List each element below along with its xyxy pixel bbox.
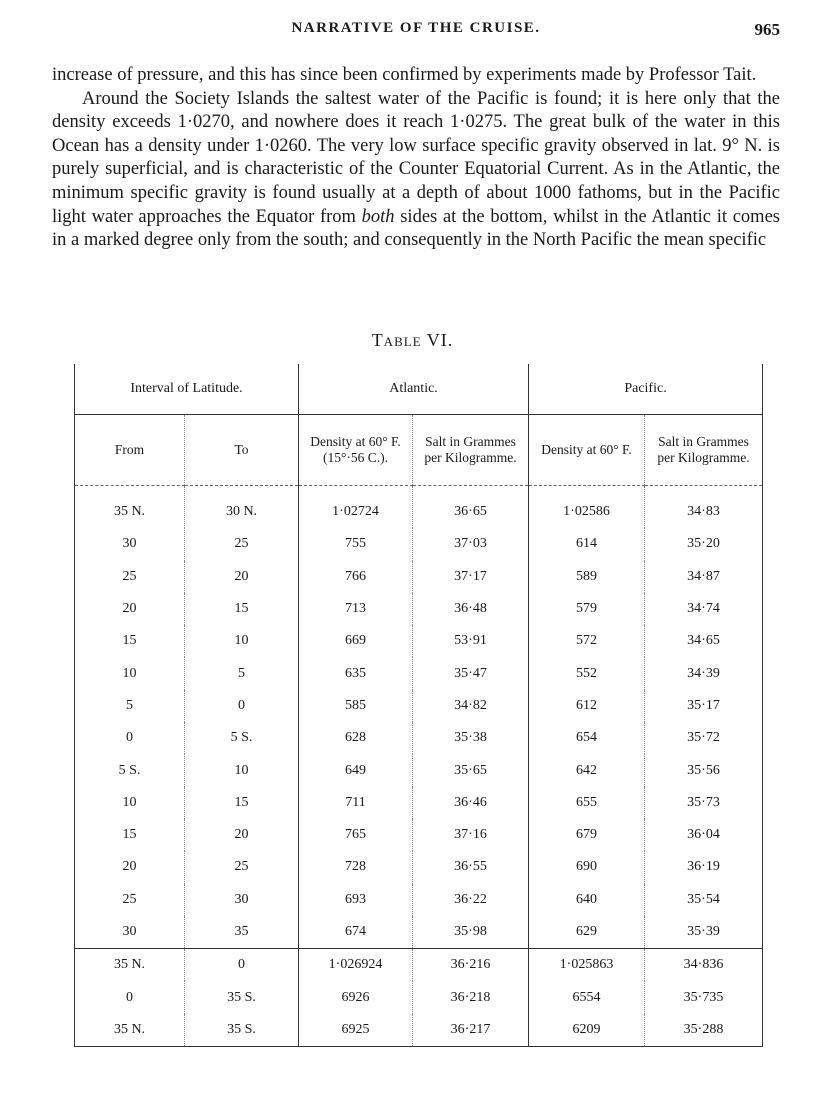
cell-pacific-salt: 34·83 bbox=[645, 486, 763, 529]
cell-atlantic-salt: 36·22 bbox=[413, 884, 529, 916]
table-row bbox=[75, 754, 763, 786]
cell-atlantic-density: 6925 bbox=[299, 1014, 413, 1047]
cell-from: 20 bbox=[75, 593, 185, 625]
cell-atlantic-salt: 35·38 bbox=[413, 722, 529, 754]
cell-atlantic-density: 755 bbox=[299, 528, 413, 560]
page-number: 965 bbox=[754, 20, 780, 39]
cell-pacific-density: 642 bbox=[529, 754, 645, 786]
table-row bbox=[75, 916, 763, 949]
cell-atlantic-density: 766 bbox=[299, 561, 413, 593]
paragraph-continuation: increase of pressure, and this has since been confirmed by experiments made by Professor Tait. bbox=[52, 65, 757, 85]
cell-pacific-density: 6554 bbox=[529, 981, 645, 1013]
cell-to: 10 bbox=[185, 625, 299, 657]
cell-atlantic-density: 1·026924 bbox=[299, 949, 413, 982]
table-title: Table VI. bbox=[371, 330, 454, 350]
cell-atlantic-salt: 35·47 bbox=[413, 657, 529, 689]
cell-from: 5 bbox=[75, 690, 185, 722]
cell-pacific-salt: 34·87 bbox=[645, 561, 763, 593]
cell-atlantic-density: 669 bbox=[299, 625, 413, 657]
table-row bbox=[75, 722, 763, 754]
cell-pacific-salt: 34·836 bbox=[645, 949, 763, 982]
table-row bbox=[75, 486, 763, 529]
cell-from: 30 bbox=[75, 528, 185, 560]
table-body bbox=[75, 486, 763, 1047]
table-row bbox=[75, 851, 763, 883]
cell-pacific-salt: 35·288 bbox=[645, 1014, 763, 1047]
cell-atlantic-salt: 35·65 bbox=[413, 754, 529, 786]
cell-atlantic-density: 1·02724 bbox=[299, 486, 413, 529]
cell-pacific-density: 589 bbox=[529, 561, 645, 593]
cell-pacific-density: 572 bbox=[529, 625, 645, 657]
cell-atlantic-density: 628 bbox=[299, 722, 413, 754]
cell-to: 20 bbox=[185, 561, 299, 593]
cell-atlantic-salt: 35·98 bbox=[413, 916, 529, 949]
table-row bbox=[75, 690, 763, 722]
cell-from: 10 bbox=[75, 787, 185, 819]
table-row bbox=[75, 657, 763, 689]
cell-pacific-salt: 35·73 bbox=[645, 787, 763, 819]
cell-from: 15 bbox=[75, 625, 185, 657]
cell-pacific-salt: 34·65 bbox=[645, 625, 763, 657]
cell-pacific-salt: 34·74 bbox=[645, 593, 763, 625]
header-interval-of-latitude: Interval of Latitude. bbox=[75, 364, 299, 415]
cell-from: 25 bbox=[75, 884, 185, 916]
cell-atlantic-salt: 37·16 bbox=[413, 819, 529, 851]
cell-from: 0 bbox=[75, 981, 185, 1013]
cell-to: 15 bbox=[185, 593, 299, 625]
table-row bbox=[75, 528, 763, 560]
cell-pacific-density: 1·02586 bbox=[529, 486, 645, 529]
cell-to: 5 S. bbox=[185, 722, 299, 754]
cell-from: 0 bbox=[75, 722, 185, 754]
summary-row bbox=[75, 949, 763, 982]
table-row bbox=[75, 787, 763, 819]
col-to: To bbox=[185, 415, 299, 486]
cell-pacific-density: 640 bbox=[529, 884, 645, 916]
cell-from: 10 bbox=[75, 657, 185, 689]
header-atlantic: Atlantic. bbox=[299, 364, 529, 415]
body-text bbox=[52, 64, 780, 253]
cell-pacific-density: 614 bbox=[529, 528, 645, 560]
cell-to: 0 bbox=[185, 690, 299, 722]
cell-atlantic-salt: 37·03 bbox=[413, 528, 529, 560]
cell-atlantic-density: 635 bbox=[299, 657, 413, 689]
cell-atlantic-salt: 36·218 bbox=[413, 981, 529, 1013]
col-atlantic-salt: Salt in Grammes per Kilogramme. bbox=[413, 415, 529, 486]
cell-pacific-salt: 35·735 bbox=[645, 981, 763, 1013]
col-atlantic-density: Density at 60° F. (15°·56 C.). bbox=[299, 415, 413, 486]
cell-atlantic-salt: 36·65 bbox=[413, 486, 529, 529]
cell-to: 35 bbox=[185, 916, 299, 949]
cell-atlantic-density: 728 bbox=[299, 851, 413, 883]
col-from: From bbox=[75, 415, 185, 486]
cell-atlantic-salt: 37·17 bbox=[413, 561, 529, 593]
cell-from: 25 bbox=[75, 561, 185, 593]
cell-pacific-density: 629 bbox=[529, 916, 645, 949]
cell-to: 35 S. bbox=[185, 981, 299, 1013]
cell-pacific-density: 1·025863 bbox=[529, 949, 645, 982]
cell-pacific-salt: 35·56 bbox=[645, 754, 763, 786]
cell-to: 10 bbox=[185, 754, 299, 786]
cell-pacific-salt: 35·39 bbox=[645, 916, 763, 949]
cell-pacific-density: 679 bbox=[529, 819, 645, 851]
col-pacific-density: Density at 60° F. bbox=[529, 415, 645, 486]
cell-pacific-density: 579 bbox=[529, 593, 645, 625]
density-salinity-table bbox=[74, 364, 763, 1047]
cell-to: 25 bbox=[185, 528, 299, 560]
cell-to: 20 bbox=[185, 819, 299, 851]
cell-from: 30 bbox=[75, 916, 185, 949]
group-header-row bbox=[75, 364, 763, 415]
cell-atlantic-density: 585 bbox=[299, 690, 413, 722]
cell-atlantic-salt: 53·91 bbox=[413, 625, 529, 657]
cell-to: 25 bbox=[185, 851, 299, 883]
table-row bbox=[75, 625, 763, 657]
cell-atlantic-density: 713 bbox=[299, 593, 413, 625]
cell-from: 35 N. bbox=[75, 949, 185, 982]
cell-pacific-salt: 35·17 bbox=[645, 690, 763, 722]
cell-atlantic-density: 6926 bbox=[299, 981, 413, 1013]
cell-atlantic-salt: 36·217 bbox=[413, 1014, 529, 1047]
cell-atlantic-density: 765 bbox=[299, 819, 413, 851]
cell-from: 35 N. bbox=[75, 1014, 185, 1047]
emphasis-both: both bbox=[361, 206, 395, 227]
summary-row bbox=[75, 1014, 763, 1047]
paragraph-society-islands bbox=[52, 88, 780, 253]
cell-pacific-density: 6209 bbox=[529, 1014, 645, 1047]
col-pacific-salt: Salt in Grammes per Kilogramme. bbox=[645, 415, 763, 486]
cell-to: 15 bbox=[185, 787, 299, 819]
cell-atlantic-salt: 36·46 bbox=[413, 787, 529, 819]
cell-atlantic-salt: 36·216 bbox=[413, 949, 529, 982]
cell-atlantic-salt: 34·82 bbox=[413, 690, 529, 722]
cell-to: 30 N. bbox=[185, 486, 299, 529]
running-title: NARRATIVE OF THE CRUISE. bbox=[291, 20, 541, 36]
cell-pacific-salt: 36·04 bbox=[645, 819, 763, 851]
cell-pacific-salt: 34·39 bbox=[645, 657, 763, 689]
cell-from: 15 bbox=[75, 819, 185, 851]
column-header-row bbox=[75, 415, 763, 486]
cell-atlantic-density: 649 bbox=[299, 754, 413, 786]
cell-atlantic-density: 711 bbox=[299, 787, 413, 819]
cell-to: 30 bbox=[185, 884, 299, 916]
cell-pacific-salt: 35·72 bbox=[645, 722, 763, 754]
cell-atlantic-salt: 36·48 bbox=[413, 593, 529, 625]
paragraph-text-a: Around the Society Islands the saltest water of the Pacific is found; it is here only that the density exceeds 1·0270, and nowhere does it reach 1·0275. The great bulk of the water in this Ocean has a density under 1·0260. The very low surface specific gravity observed in lat. 9° N. is purely superficial, and is characteristic of the Counter Equatorial Current. As in the Atlantic, the minimum specific gravity is found usually at a depth of about 1000 fathoms, but in the Pacific light water approaches the Equator from bbox=[52, 88, 780, 227]
paragraph-text-b: sides at the bottom, whilst in the Atlantic it comes in a marked degree only from the south; and consequently in the North Pacific the mean specific bbox=[52, 206, 780, 251]
cell-to: 0 bbox=[185, 949, 299, 982]
cell-pacific-density: 655 bbox=[529, 787, 645, 819]
cell-from: 5 S. bbox=[75, 754, 185, 786]
cell-pacific-salt: 35·20 bbox=[645, 528, 763, 560]
cell-to: 5 bbox=[185, 657, 299, 689]
cell-atlantic-salt: 36·55 bbox=[413, 851, 529, 883]
table-row bbox=[75, 593, 763, 625]
cell-from: 35 N. bbox=[75, 486, 185, 529]
cell-from: 20 bbox=[75, 851, 185, 883]
cell-pacific-density: 552 bbox=[529, 657, 645, 689]
cell-pacific-salt: 36·19 bbox=[645, 851, 763, 883]
header-pacific: Pacific. bbox=[529, 364, 763, 415]
table-row bbox=[75, 561, 763, 593]
cell-to: 35 S. bbox=[185, 1014, 299, 1047]
table-row bbox=[75, 819, 763, 851]
summary-row bbox=[75, 981, 763, 1013]
cell-pacific-density: 612 bbox=[529, 690, 645, 722]
cell-pacific-salt: 35·54 bbox=[645, 884, 763, 916]
table-row bbox=[75, 884, 763, 916]
cell-atlantic-density: 693 bbox=[299, 884, 413, 916]
cell-pacific-density: 690 bbox=[529, 851, 645, 883]
cell-pacific-density: 654 bbox=[529, 722, 645, 754]
cell-atlantic-density: 674 bbox=[299, 916, 413, 949]
running-header bbox=[52, 20, 780, 44]
